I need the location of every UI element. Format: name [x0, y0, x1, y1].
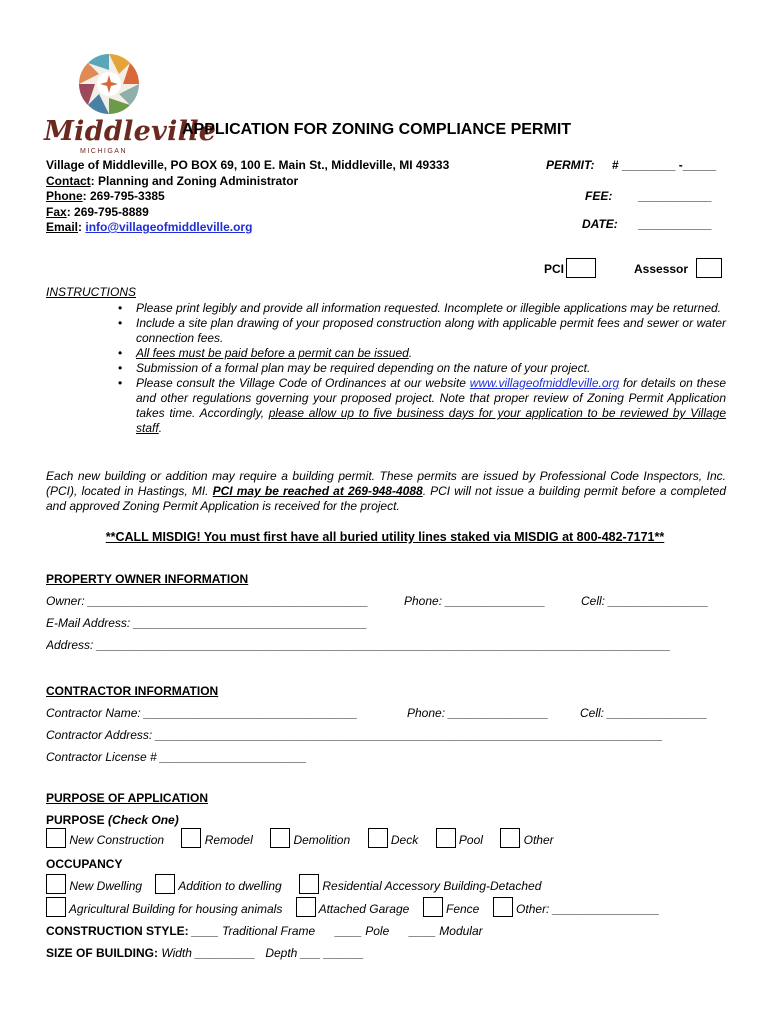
occupancy-row-2 — [46, 897, 660, 917]
new-construction-checkbox[interactable] — [46, 828, 66, 848]
pci-label: PCI — [544, 262, 565, 276]
construction-style-line — [46, 924, 483, 938]
contact-block — [46, 158, 449, 236]
check-one: (Check One) — [108, 813, 179, 827]
owner-field[interactable]: Owner: __________________________________________ — [46, 594, 369, 608]
item5-underlined: please allow up to five business days for your application to be reviewed by Village staff — [136, 406, 726, 435]
page-title: APPLICATION FOR ZONING COMPLIANCE PERMIT — [182, 121, 572, 138]
option-label: Remodel — [204, 833, 253, 847]
fee-value: ___________ — [638, 189, 712, 203]
demolition-checkbox[interactable] — [270, 828, 290, 848]
fee-label: FEE: — [585, 189, 613, 203]
fax-label: Fax — [46, 204, 67, 219]
pci-phone: PCI may be reached at 269-948-4088 — [212, 484, 423, 498]
owner-heading: PROPERTY OWNER INFORMATION — [46, 572, 249, 586]
pci-note-c: . PCI will not issue a building permit before a completed and approved Zoning Permit Application is received for the project. — [46, 484, 726, 513]
fence-checkbox[interactable] — [423, 897, 443, 917]
owner-phone-field[interactable]: Phone: _______________ — [404, 594, 546, 608]
other-checkbox[interactable] — [500, 828, 520, 848]
option-label: Attached Garage — [318, 902, 410, 916]
purpose-line — [46, 813, 179, 827]
fees-note-end: . — [408, 346, 413, 360]
assessor-checkbox[interactable] — [696, 258, 722, 278]
misdig-notice: **CALL MISDIG! You must first have all buried utility lines staked via MISDIG at 800-482-7171** — [105, 530, 665, 544]
list-item — [108, 346, 726, 361]
logo-mark-icon — [66, 52, 152, 116]
option-label: New Dwelling — [69, 879, 143, 893]
email-sep: : — [78, 220, 86, 234]
occupancy-other-checkbox[interactable] — [493, 897, 513, 917]
option-label: Other — [523, 833, 554, 847]
permit-label: PERMIT: — [546, 158, 595, 172]
date-value: ___________ — [638, 217, 712, 231]
contact-line — [46, 174, 449, 190]
deck-checkbox[interactable] — [368, 828, 388, 848]
option-label: Fence — [446, 902, 480, 916]
fees-note: All fees must be paid before a permit can be issued — [136, 346, 409, 360]
village-address: Village of Middleville, PO BOX 69, 100 E. Main St., Middleville, MI 49333 — [46, 158, 450, 172]
list-item — [108, 376, 726, 436]
email-line — [46, 220, 449, 236]
permit-value: # ________ -_____ — [612, 158, 717, 172]
logo-name: Middleville — [44, 116, 217, 147]
option-label: Addition to dwelling — [178, 879, 282, 893]
list-item: • Include a site plan drawing of your proposed construction along with applicable permit fees and sewer or water connection fees. — [108, 316, 726, 346]
list-item: • Submission of a formal plan may be required depending on the nature of your project. — [108, 361, 726, 376]
construction-style-sep: : — [184, 924, 189, 938]
pci-note-a: Each new building or addition may require a building permit. These permits are issued by Professional Code Inspectors, Inc. (PCI), located in Hastings, MI. — [46, 469, 726, 498]
agricultural-checkbox[interactable] — [46, 897, 66, 917]
fax-line — [46, 205, 449, 221]
owner-cell-field[interactable]: Cell: _______________ — [581, 594, 709, 608]
option-label: New Construction — [69, 833, 165, 847]
phone-line — [46, 189, 449, 205]
email-label: Email — [46, 220, 79, 234]
item5-text-b: for details on these and other regulations governing your proposed project. Note that proper review of Zoning Permit Application takes time. Accordingly, — [136, 376, 726, 420]
contractor-cell-field[interactable]: Cell: _______________ — [580, 706, 708, 720]
contact-label: Contact — [46, 173, 91, 188]
phone-label: Phone — [46, 189, 83, 203]
pci-note — [46, 469, 726, 514]
purpose-heading: PURPOSE OF APPLICATION — [46, 791, 209, 805]
option-label: Other: ________________ — [516, 902, 660, 916]
fax-value: : 269-795-8889 — [66, 204, 149, 219]
pci-checkbox[interactable] — [566, 258, 596, 278]
instructions-list — [108, 301, 726, 436]
logo-state: MICHIGAN — [80, 148, 127, 155]
addition-checkbox[interactable] — [155, 874, 175, 894]
item5-text-a: Please consult the Village Code of Ordinances at our website — [136, 376, 470, 390]
construction-style-label: CONSTRUCTION STYLE — [46, 924, 185, 938]
instructions-heading: INSTRUCTIONS — [46, 285, 136, 299]
construction-style-options[interactable]: ____ Traditional Frame ____ Pole ____ Modular — [192, 924, 483, 938]
building-size-line — [46, 946, 364, 960]
contractor-heading: CONTRACTOR INFORMATION — [46, 684, 219, 698]
contractor-license-field[interactable]: Contractor License # ______________________ — [46, 750, 307, 764]
option-label: Agricultural Building for housing animals — [68, 902, 283, 916]
building-size-fields[interactable]: Width _________ Depth ___ ______ — [161, 946, 365, 960]
option-label: Demolition — [293, 833, 351, 847]
option-label: Pool — [458, 833, 483, 847]
remodel-checkbox[interactable] — [181, 828, 201, 848]
owner-email-field[interactable]: E-Mail Address: ___________________________________ — [46, 616, 368, 630]
option-label: Residential Accessory Building-Detached — [322, 879, 542, 893]
accessory-building-checkbox[interactable] — [299, 874, 319, 894]
phone-value: : 269-795-3385 — [82, 189, 165, 203]
contractor-phone-field[interactable]: Phone: _______________ — [407, 706, 549, 720]
contractor-address-field[interactable]: Contractor Address: ____________________________________________________________________________ — [46, 728, 663, 742]
occupancy-row-1 — [46, 874, 541, 894]
contractor-name-field[interactable]: Contractor Name: ________________________________ — [46, 706, 358, 720]
occupancy-label: OCCUPANCY — [46, 857, 123, 871]
pool-checkbox[interactable] — [436, 828, 456, 848]
website-link[interactable]: www.villageofmiddleville.org — [469, 376, 620, 390]
contact-value: : Planning and Zoning Administrator — [90, 173, 299, 188]
owner-address-field[interactable]: Address: ______________________________________________________________________________________ — [46, 638, 671, 652]
list-item: • Please print legibly and provide all information requested. Incomplete or illegible applications may be returned. — [108, 301, 726, 316]
item5-end: . — [158, 421, 163, 435]
logo — [44, 50, 217, 160]
assessor-label: Assessor — [634, 262, 689, 276]
new-dwelling-checkbox[interactable] — [46, 874, 66, 894]
purpose-label: PURPOSE — [46, 813, 105, 827]
date-label: DATE: — [582, 217, 618, 231]
email-link[interactable]: info@villageofmiddleville.org — [85, 220, 253, 234]
attached-garage-checkbox[interactable] — [296, 897, 316, 917]
building-size-label: SIZE OF BUILDING: — [46, 946, 158, 960]
purpose-options — [46, 828, 554, 848]
option-label: Deck — [390, 833, 419, 847]
